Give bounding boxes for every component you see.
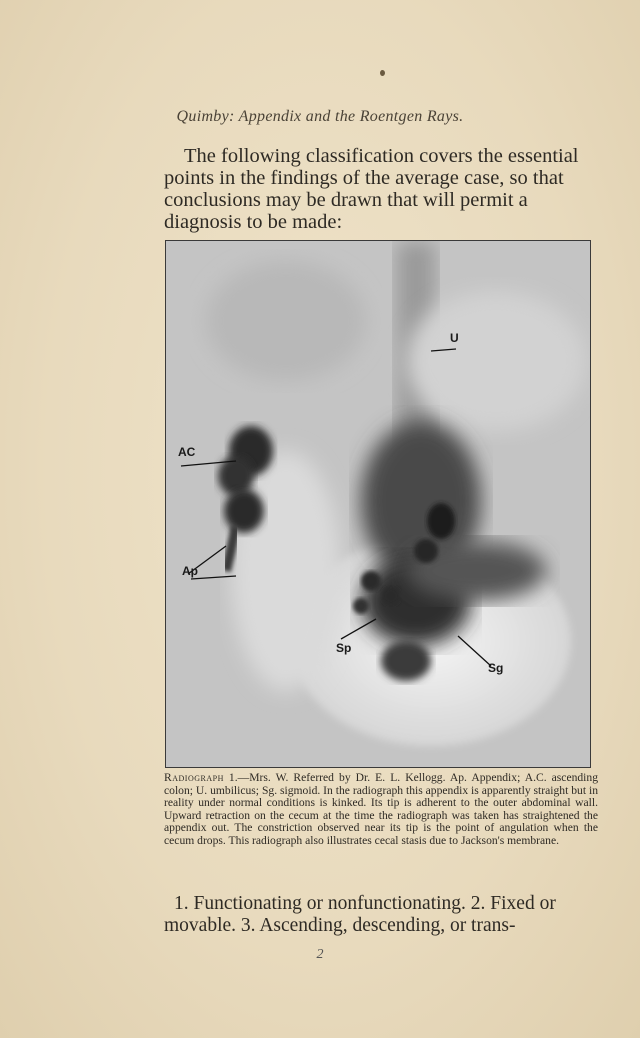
radiograph-plate (165, 240, 591, 768)
page-number: 2 (316, 947, 324, 962)
figure-caption (164, 772, 598, 848)
caption-text: —Mrs. W. Referred by Dr. E. L. Kellogg. Ap. Appendix; A.C. ascending colon; U. umbilicus; Sg. sigmoid. In the radiograph this appendix is apparently straight but in reality under normal conditions is kinked. Its tip is adherent to the outer abdominal wall. Upward retraction on the cecum at the time the radiograph was taken has straightened the appendix out. The constriction observed near its tip is the point of angulation when the cecum drops. This radiograph also illustrates cecal stasis due to Jackson's membrane. (164, 771, 598, 847)
body-text: 1. Functionating or nonfunctionating. 2. Fixed or movable. 3. Ascending, descending, or trans- (164, 893, 556, 936)
caption-number: 1. (228, 771, 238, 784)
label-sp: Sp (336, 641, 352, 655)
running-head: Quimby: Appendix and the Roentgen Rays. (176, 108, 464, 125)
label-sigmoid: Sg (488, 661, 504, 675)
ink-spot (380, 70, 385, 76)
label-umbilicus: U (450, 331, 459, 345)
body-paragraph (164, 893, 604, 937)
intro-paragraph (164, 145, 604, 233)
radiograph-image (166, 241, 590, 767)
caption-lead: Radiograph (164, 771, 224, 784)
label-appendix: Ap (182, 564, 198, 578)
label-ascending-colon: AC (178, 445, 196, 459)
intro-text: The following classification covers the essential points in the findings of the average case, so that conclusions may be drawn that will permit a diagnosis to be made: (164, 145, 579, 233)
